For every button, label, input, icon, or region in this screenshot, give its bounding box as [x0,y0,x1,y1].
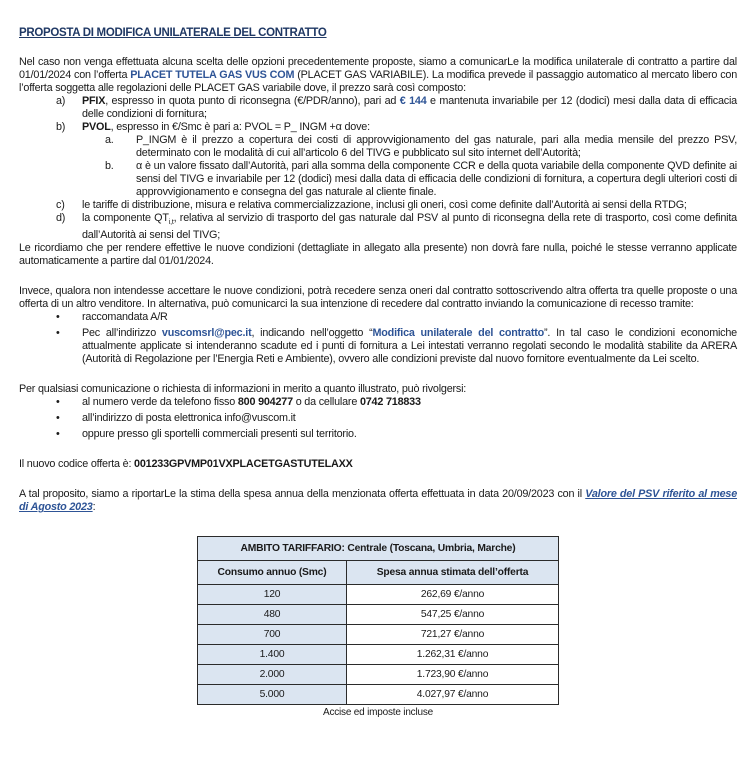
spesa-cell: 721,27 €/anno [347,625,559,645]
list-marker-c: c) [56,199,65,211]
contact-bullet-phone [19,396,737,409]
tariff-table [197,536,559,705]
list-marker-b: b) [56,121,66,133]
intro-text-1: Nel caso non venga effettuata alcuna scelta delle opzioni precedentemente proposte, siamo a comunicarLe la modifica unilaterale di contratto a partire dal 01/01/2024 con l’offerta [19,56,737,81]
pec-text-2: , indicando nell’oggetto “ [251,327,373,340]
estimate-text-2: : [92,501,96,514]
item-c-text: le tariffe di distribuzione, misura e relativa commercializzazione, inclusi gli oneri, così come definite dall’Autorità ai sensi della RTDG; [82,199,687,211]
list-item-d [19,212,737,242]
consumo-cell: 120 [198,585,347,605]
pec-email-link[interactable]: vuscomsrl@pec.it [161,327,252,340]
footnote-cutoff: Accise ed imposte incluse [322,707,434,719]
item-d-text-2: , relativa al servizio di trasporto del gas naturale dal PSV al punto di riconsegna della rete di trasporto, così come definita dall’Autorità ai sensi del TIVG; [82,212,737,242]
item-a-text-1: , espresso in quota punto di riconsegna (€/PDR/anno), pari ad [105,95,400,107]
consumo-cell: 480 [198,605,347,625]
column-header-consumo: Consumo annuo (Smc) [198,561,347,585]
consumo-cell: 1.400 [198,645,347,665]
offer-name: PLACET TUTELA GAS VUS COM [130,69,295,81]
email-subject: Modifica unilaterale del contratto [372,327,545,340]
sublist-marker-a: a. [105,134,114,146]
column-header-spesa: Spesa annua stimata dell’offerta [347,561,559,585]
term-pfix: PFIX [82,95,106,107]
spesa-cell: 1.262,31 €/anno [347,645,559,665]
list-marker-a: a) [56,95,66,107]
mobile-number: 0742 718833 [359,396,421,409]
list-marker-d: d) [56,212,66,224]
term-pvol: PVOL [82,121,111,133]
table-row [198,685,559,705]
offer-code-label: Il nuovo codice offerta è: [19,458,135,471]
raccomandata-text: raccomandata A/R [82,311,168,324]
item-d-text-1: la componente QT [82,212,169,224]
table-row [198,625,559,645]
tariff-area-header: AMBITO TARIFFARIO: Centrale (Toscana, Umbria, Marche) [198,537,559,561]
sublist-marker-b: b. [105,160,114,172]
contact-email-text: all’indirizzo di posta elettronica info@vuscom.it [82,412,296,425]
bullet-icon: • [56,428,60,441]
table-row [198,645,559,665]
consumo-cell: 5.000 [198,685,347,705]
table-header-row [198,537,559,561]
contact-bullet-offices [19,428,737,441]
withdrawal-bullet-pec [19,327,737,366]
sublist-item-b [19,160,737,199]
consumo-cell: 2.000 [198,665,347,685]
sub-b-text: α è un valore fissato dall’Autorità, pari alla somma della componente CCR e della quota variabile della componente QVD definite ai sensi del TIVG e invariabile per 12 (dodici) mesi dalla data di efficacia delle condizioni di fornitura, a copertura degli ulteriori costi di approvvigionamento e consegna del gas naturale al cliente finale. [136,160,737,198]
contact-intro-paragraph: Per qualsiasi comunicazione o richiesta di informazioni in merito a quanto illustrato, può rivolgersi: [19,383,467,396]
table-column-header-row [198,561,559,585]
page-title: PROPOSTA DI MODIFICA UNILATERALE DEL CONTRATTO [19,27,327,39]
withdrawal-bullet-raccomandata [19,311,737,324]
tollfree-number: 800 904277 [237,396,293,409]
spesa-cell: 1.723,90 €/anno [347,665,559,685]
bullet-icon: • [56,412,60,425]
item-a-text-2: e mantenuta invariabile per 12 (dodici) mesi dalla data di efficacia delle condizioni di fornitura; [82,95,737,120]
estimate-paragraph [19,488,737,514]
phone-text-2: o da cellulare [292,396,360,409]
offer-code-line [19,458,737,471]
sub-a-text: P_INGM è il prezzo a copertura dei costi di approvvigionamento del gas naturale, pari alla media mensile del prezzo PSV, determinato con le modalità di cui all’articolo 6 del TIVG e pubblicato sul sito internet dell’Autorità; [136,134,737,159]
bullet-icon: • [56,311,60,324]
bullet-icon: • [56,396,60,409]
spesa-cell: 4.027,97 €/anno [347,685,559,705]
table-row [198,665,559,685]
spesa-cell: 547,25 €/anno [347,605,559,625]
intro-paragraph [19,56,737,95]
list-item-a [19,95,737,121]
psv-value-link[interactable]: Valore del PSV riferito al mese di Agosto 2023 [19,488,738,514]
pec-text-1: Pec all’indirizzo [82,327,162,340]
reminder-paragraph: Le ricordiamo che per rendere effettive le nuove condizioni (dettagliate in allegato alla presente) non dovrà fare nulla, poiché le stesse verranno applicate automaticamente a partire dal 01/01/2024. [19,242,737,268]
contact-bullet-email [19,412,737,425]
qt-subscript: i,t [168,219,174,227]
table-row [198,605,559,625]
bullet-icon: • [56,327,60,340]
list-item-b [19,121,737,134]
phone-text-1: al numero verde da telefono fisso [82,396,238,409]
item-b-text: , espresso in €/Smc è pari a: PVOL = P_ INGM +α dove: [110,121,370,133]
consumo-cell: 700 [198,625,347,645]
estimate-text-1: A tal proposito, siamo a riportarLe la stima della spesa annua della menzionata offerta effettuata in data 20/09/2023 con il [19,488,586,501]
withdrawal-paragraph: Invece, qualora non intendesse accettare le nuove condizioni, potrà recedere senza oneri dal contratto sottoscrivendo altra offerta tra quelle proposte o una offerta di un altro venditore. In alternativa, può comunicarci la sua intenzione di recedere dal contratto inviando la comunicazione di recesso tramite: [19,285,737,311]
list-item-c [19,199,737,212]
pec-text-3: ”. In tal caso le condizioni economiche attualmente applicate si intenderanno scadute ed i punti di fornitura a Lei intestati verranno regolati secondo le modalità stabilite da ARERA (Autorità di Regolazione per l’Energia Reti e Ambiente), ovvero alle condizioni previste dal nuovo fornitore eventualmente da Lei scelto. [82,327,737,366]
spesa-cell: 262,69 €/anno [347,585,559,605]
table-row [198,585,559,605]
pfix-price: € 144 [399,95,427,107]
offer-code-value: 001233GPVMP01VXPLACETGASTUTELAXX [134,458,353,471]
offices-text: oppure presso gli sportelli commerciali presenti sul territorio. [82,428,357,441]
sublist-item-a [19,134,737,160]
intro-text-2: (PLACET GAS VARIABILE). La modifica prevede il passaggio automatico al mercato libero con l’offerta soggetta alle regolazioni delle PLACET GAS variabile dove, il prezzo sarà così composto: [19,69,738,94]
